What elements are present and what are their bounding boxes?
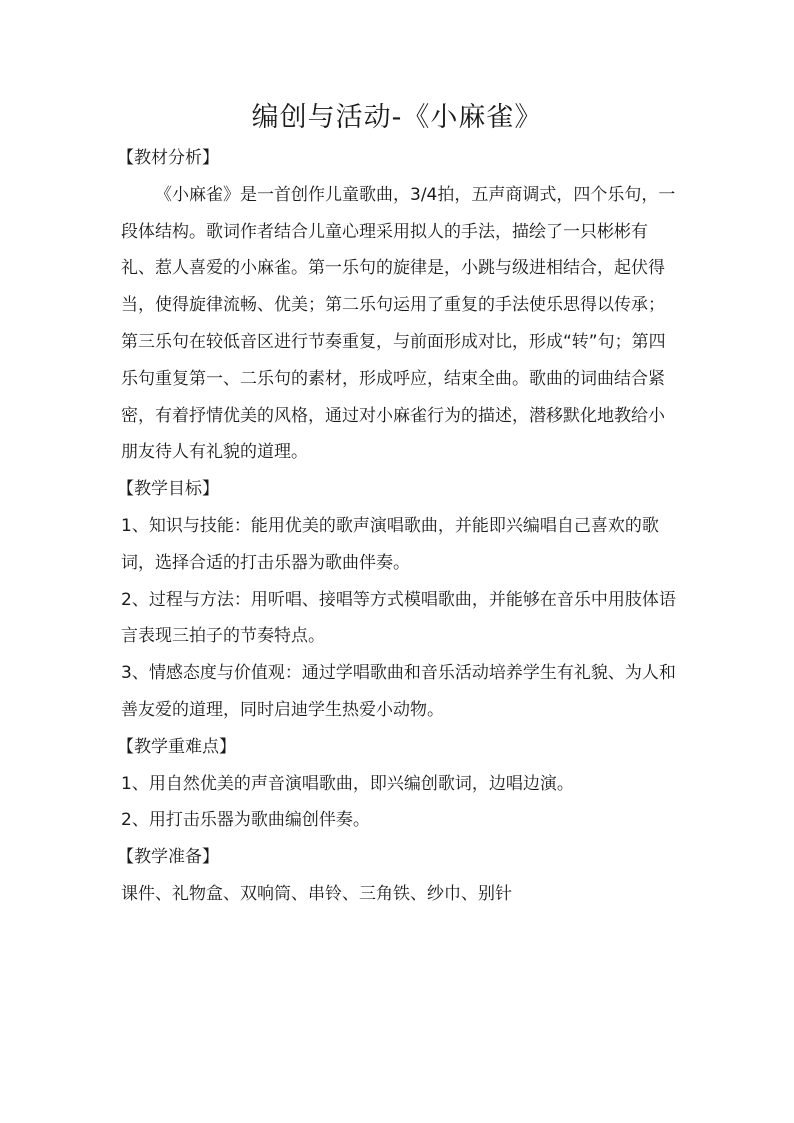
goal-item-process: 2、过程与方法：用听唱、接唱等方式模唱歌曲，并能够在音乐中用肢体语言表现三拍子的节奏特点。 <box>121 589 676 647</box>
section-heading-goals: 【教学目标】 <box>117 479 219 500</box>
document-body <box>117 140 681 913</box>
section-heading-key-points: 【教学重难点】 <box>117 736 236 757</box>
goal-item-knowledge: 1、知识与技能：能用优美的歌声演唱歌曲，并能即兴编唱自己喜欢的歌词，选择合适的打击乐器为歌曲伴奏。 <box>121 515 659 573</box>
document-title: 编创与活动-《小麻雀》 <box>251 102 543 133</box>
analysis-paragraph: 《小麻雀》是一首创作儿童歌曲，3/4拍，五声商调式，四个乐句，一段体结构。歌词作者结合儿童心理采用拟人的手法，描绘了一只彬彬有礼、惹人喜爱的小麻雀。第一乐句的旋律是，小跳与级进相结合，起伏得当，使得旋律流畅、优美；第二乐句运用了重复的手法使乐思得以传承；第三乐句在较低音区进行节奏重复，与前面形成对比，形成“转”句；第四乐句重复第一、二乐句的素材，形成呼应，结束全曲。歌曲的词曲结合紧密，有着抒情优美的风格，通过对小麻雀行为的描述，潜移默化地教给小朋友待人有礼貌的道理。 <box>121 184 676 463</box>
section-heading-preparation: 【教学准备】 <box>117 847 219 868</box>
key-point-item-2: 2、用打击乐器为歌曲编创伴奏。 <box>121 810 370 831</box>
section-heading-analysis: 【教材分析】 <box>117 148 219 168</box>
key-point-item-1: 1、用自然优美的声音演唱歌曲，即兴编创歌词，边唱边演。 <box>121 773 574 794</box>
preparation-materials: 课件、礼物盒、双响筒、串铃、三角铁、纱巾、别针 <box>121 883 512 904</box>
goal-item-attitude: 3、情感态度与价值观：通过学唱歌曲和音乐活动培养学生有礼貌、为人和善友爱的道理，同时启迪学生热爱小动物。 <box>121 663 676 720</box>
